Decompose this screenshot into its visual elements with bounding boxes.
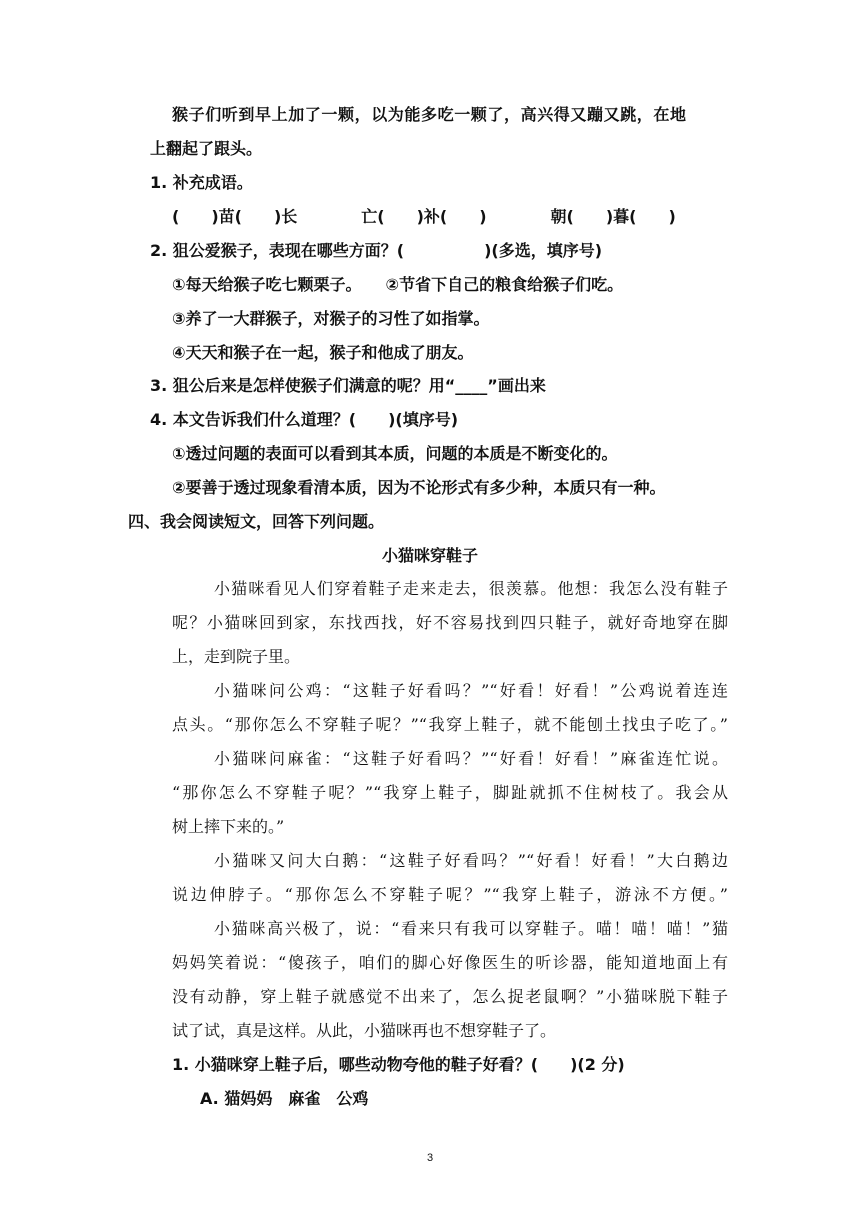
section-4-question-1-stem: 1. 小猫咪穿上鞋子后，哪些动物夸他的鞋子好看？( )(2 分) (172, 1055, 625, 1074)
story-line: 树上摔下来的。” (172, 817, 285, 836)
question-4-option-2: ②要善于透过现象看清本质，因为不论形式有多少种，本质只有一种。 (172, 478, 666, 497)
story-line: 小猫咪又问大白鹅：“这鞋子好看吗？”“好看！好看！”大白鹅边 (214, 851, 728, 870)
story-line: “那你怎么不穿鞋子呢？”“我穿上鞋子，脚趾就抓不住树枝了。我会从 (172, 783, 728, 802)
question-2-stem: 2. 狙公爱猴子，表现在哪些方面？( )(多选，填序号) (150, 241, 603, 260)
question-2-options-row1: ①每天给猴子吃七颗栗子。 ②节省下自己的粮食给猴子们吃。 (172, 275, 624, 294)
question-2-option-4: ④天天和猴子在一起，猴子和他成了朋友。 (172, 343, 474, 362)
question-3-stem: 3. 狙公后来是怎样使猴子们满意的呢？用“____”画出来 (150, 376, 546, 395)
story-line: 点头。“那你怎么不穿鞋子呢？”“我穿上鞋子，就不能刨土找虫子吃了。” (172, 715, 728, 734)
question-4-option-1: ①透过问题的表面可以看到其本质，问题的本质是不断变化的。 (172, 444, 618, 463)
story-line: 小猫咪问麻雀：“这鞋子好看吗？”“好看！好看！”麻雀连忙说。 (214, 749, 728, 768)
story-line: 妈妈笑着说：“傻孩子，咱们的脚心好像医生的听诊器，能知道地面上有 (172, 953, 728, 972)
story-title: 小猫咪穿鞋子 (381, 546, 478, 565)
question-4-stem: 4. 本文告诉我们什么道理？( )(填序号) (150, 410, 459, 429)
passage-line: 上翻起了跟头。 (150, 139, 263, 158)
passage-line: 猴子们听到早上加了一颗，以为能多吃一颗了，高兴得又蹦又跳，在地 (172, 105, 687, 124)
story-line: 上，走到院子里。 (172, 647, 301, 666)
section-4-heading: 四、我会阅读短文，回答下列问题。 (128, 512, 385, 531)
story-line: 没有动静，穿上鞋子就感觉不出来了，怎么捉老鼠啊？”小猫咪脱下鞋子 (172, 987, 728, 1006)
question-1-idioms: ( )苗( )长 亡( )补( ) 朝( )暮( ) (172, 207, 676, 226)
story-line: 说边伸脖子。“那你怎么不穿鞋子呢？”“我穿上鞋子，游泳不方便。” (172, 885, 728, 904)
story-line: 小猫咪高兴极了，说：“看来只有我可以穿鞋子。喵！喵！喵！”猫 (214, 919, 728, 938)
story-line: 呢？小猫咪回到家，东找西找，好不容易找到四只鞋子，就好奇地穿在脚 (172, 613, 728, 632)
story-line: 试了试，真是这样。从此，小猫咪再也不想穿鞋子了。 (172, 1021, 557, 1040)
story-line: 小猫咪问公鸡：“这鞋子好看吗？”“好看！好看！”公鸡说着连连 (214, 681, 728, 700)
page-number: 3 (426, 1152, 434, 1164)
section-4-question-1-option-a: A. 猫妈妈 麻雀 公鸡 (200, 1089, 369, 1108)
question-2-option-3: ③养了一大群猴子，对猴子的习性了如指掌。 (172, 309, 490, 328)
story-line: 小猫咪看见人们穿着鞋子走来走去，很羡慕。他想：我怎么没有鞋子 (214, 579, 728, 598)
question-1-stem: 1. 补充成语。 (150, 173, 253, 192)
